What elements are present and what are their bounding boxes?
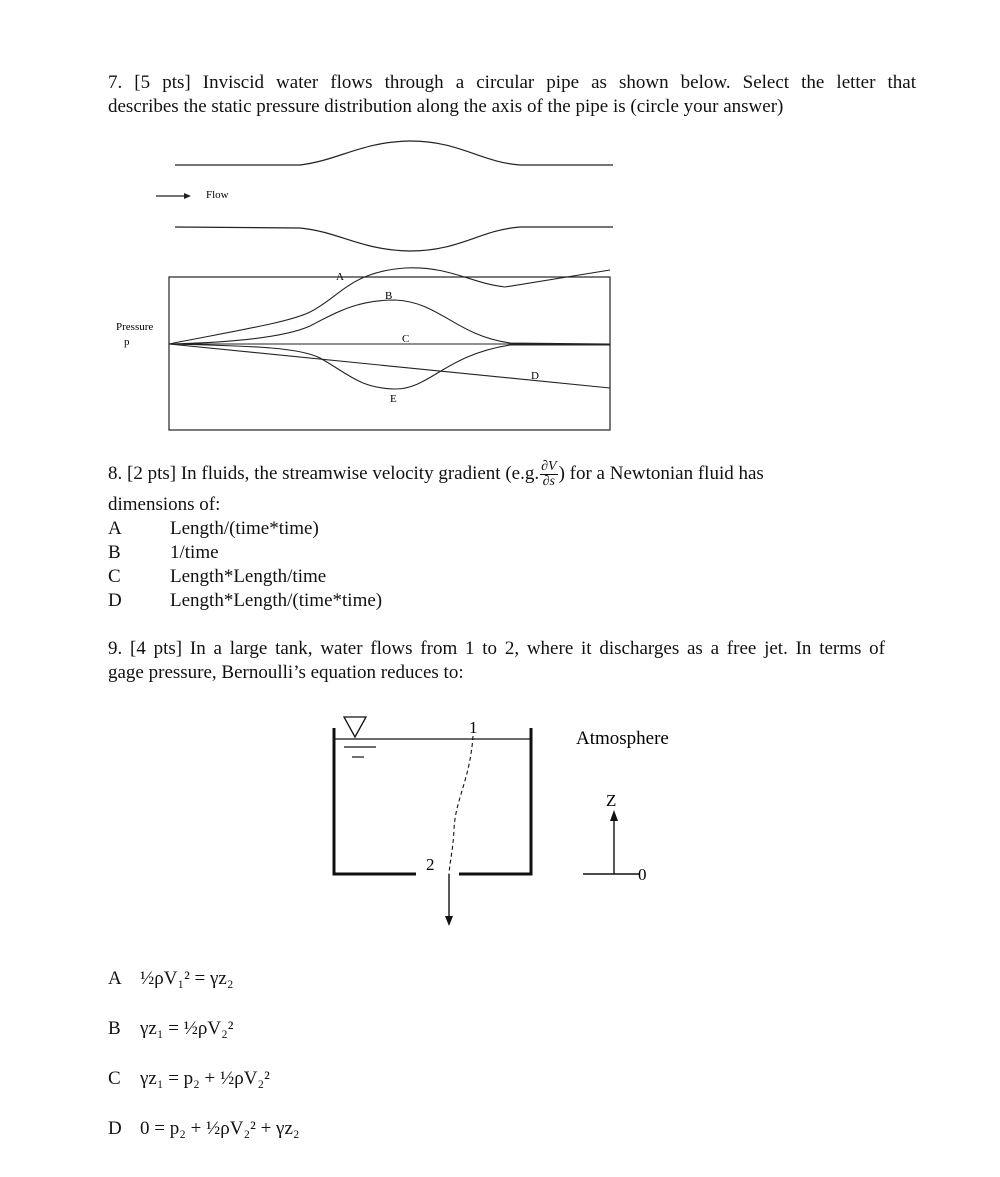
pressure-label: Pressure	[116, 321, 154, 333]
q8-prefix: 8. [2 pts] In fluids, the streamwise velocity gradient (e.g.	[108, 462, 540, 484]
q8-line1	[108, 460, 928, 489]
curve-b	[169, 300, 610, 344]
q8-line2: dimensions of:	[108, 494, 221, 515]
curve-label-b: B	[385, 290, 393, 302]
pipe-bottom-wall	[175, 227, 613, 251]
q8-option-b-text: 1/time	[170, 542, 219, 563]
q7-line2: describes the static pressure distribution along the axis of the pipe is (circle your answer)	[108, 96, 784, 117]
q8-option-a-letter: A	[108, 518, 122, 539]
frac-denominator: ∂s	[542, 474, 556, 489]
q8-option-c-letter: C	[108, 566, 121, 587]
q9-option-d-letter: D	[108, 1118, 122, 1139]
z-axis-label: Z	[606, 791, 617, 810]
q8-option-d-text: Length*Length/(time*time)	[170, 590, 383, 611]
q8-suffix: ) for a Newtonian fluid has	[558, 462, 764, 484]
curve-label-e: E	[390, 393, 397, 405]
p-label: p	[124, 336, 130, 348]
free-surface-symbol	[344, 717, 366, 737]
q9-option-c-letter: C	[108, 1068, 121, 1089]
curve-label-d: D	[531, 370, 539, 382]
pipe-pressure-figure	[0, 0, 1000, 440]
q8-option-a-text: Length/(time*time)	[170, 518, 319, 539]
flow-label: Flow	[206, 189, 229, 201]
curve-label-c: C	[402, 333, 410, 345]
q9-option-c-equation: γz₁ = p₂ + ½ρV₂²	[140, 1068, 270, 1089]
q7-line1: 7. [5 pts] Inviscid water flows through a circular pipe as shown below. Select the letter that	[108, 72, 916, 93]
pipe-top-wall	[175, 141, 613, 165]
tank-right-wall	[459, 728, 531, 874]
q9-option-d-equation: 0 = p₂ + ½ρV₂² + γz₂	[140, 1118, 300, 1139]
q9-option-b-letter: B	[108, 1018, 121, 1039]
q8-option-d-letter: D	[108, 590, 122, 611]
q9-line1: 9. [4 pts] In a large tank, water flows from 1 to 2, where it discharges as a free jet. In terms of	[108, 638, 885, 659]
q8-option-b-letter: B	[108, 542, 121, 563]
curve-a	[169, 268, 610, 344]
z-zero-label: 0	[638, 865, 647, 884]
point-1-label: 1	[469, 718, 478, 737]
velocity-gradient-fraction	[540, 460, 557, 489]
atmosphere-label: Atmosphere	[576, 728, 669, 749]
q9-line2: gage pressure, Bernoulli’s equation reduces to:	[108, 662, 464, 683]
streamline	[449, 736, 473, 874]
q9-option-a-equation: ½ρV₁² = γz₂	[140, 968, 234, 989]
frac-numerator: ∂V	[541, 459, 557, 474]
q8-option-c-text: Length*Length/time	[170, 566, 327, 587]
tank-left-wall	[334, 728, 416, 874]
q9-option-a-letter: A	[108, 968, 122, 989]
tank-figure	[0, 700, 1000, 940]
curve-d	[169, 344, 610, 388]
curve-label-a: A	[336, 271, 344, 283]
q9-option-b-equation: γz₁ = ½ρV₂²	[140, 1018, 234, 1039]
point-2-label: 2	[426, 855, 435, 874]
